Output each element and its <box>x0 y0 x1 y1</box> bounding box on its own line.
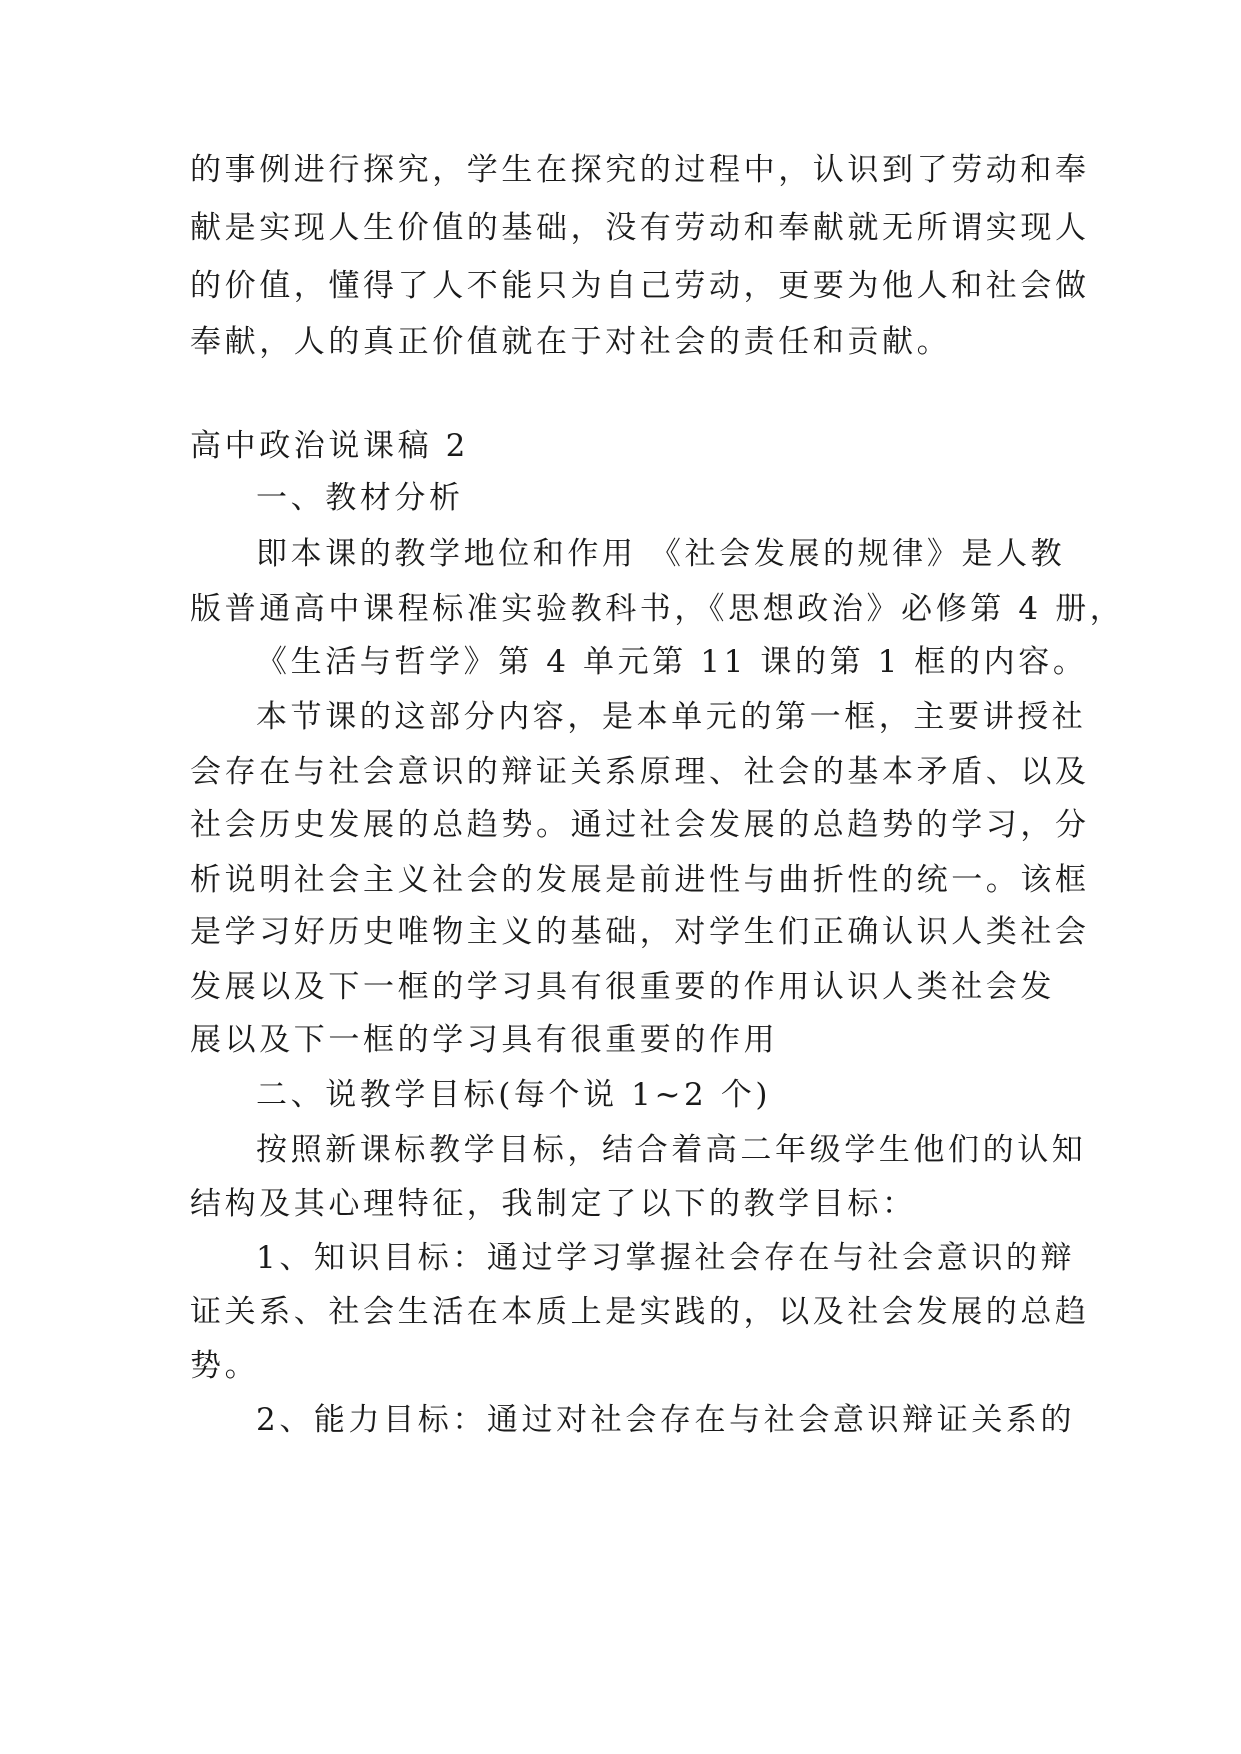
text-line: 的事例进行探究，学生在探究的过程中，认识到了劳动和奉 <box>190 152 1090 188</box>
text-line: 势。 <box>190 1348 260 1384</box>
text-line: 1、知识目标：通过学习掌握社会存在与社会意识的辩 <box>256 1240 1076 1276</box>
text-line: 的价值，懂得了人不能只为自己劳动，更要为他人和社会做 <box>190 268 1090 304</box>
text-line: 2、能力目标：通过对社会存在与社会意识辩证关系的 <box>256 1402 1076 1438</box>
text-line: 是学习好历史唯物主义的基础，对学生们正确认识人类社会 <box>190 914 1090 950</box>
text-line: 发展以及下一框的学习具有很重要的作用认识人类社会发 <box>190 969 1055 1005</box>
text-line: 本节课的这部分内容，是本单元的第一框，主要讲授社 <box>256 699 1087 735</box>
text-line: 社会历史发展的总趋势。通过社会发展的总趋势的学习，分 <box>190 807 1090 843</box>
text-line: 按照新课标教学目标，结合着高二年级学生他们的认知 <box>256 1132 1087 1168</box>
text-line: 会存在与社会意识的辩证关系原理、社会的基本矛盾、以及 <box>190 754 1090 790</box>
text-line: 证关系、社会生活在本质上是实践的，以及社会发展的总趋 <box>190 1294 1090 1330</box>
text-line: 展以及下一框的学习具有很重要的作用 <box>190 1022 779 1058</box>
text-line: 结构及其心理特征，我制定了以下的教学目标： <box>190 1186 917 1222</box>
text-line: 献是实现人生价值的基础，没有劳动和奉献就无所谓实现人 <box>190 210 1090 246</box>
text-line: 即本课的教学地位和作用 《社会发展的规律》是人教 <box>256 536 1066 572</box>
text-line: 析说明社会主义社会的发展是前进性与曲折性的统一。该框 <box>190 862 1090 898</box>
section-title: 高中政治说课稿 2 <box>190 428 469 464</box>
text-line: 奉献，人的真正价值就在于对社会的责任和贡献。 <box>190 324 952 360</box>
text-line: 版普通高中课程标准实验教科书，《思想政治》必修第 4 册， <box>190 591 1125 627</box>
text-line: 《生活与哲学》第 4 单元第 11 课的第 1 框的内容。 <box>256 644 1088 680</box>
heading-teaching-goals: 二、说教学目标(每个说 1~2 个) <box>256 1077 772 1113</box>
heading-textbook-analysis: 一、教材分析 <box>256 480 464 516</box>
